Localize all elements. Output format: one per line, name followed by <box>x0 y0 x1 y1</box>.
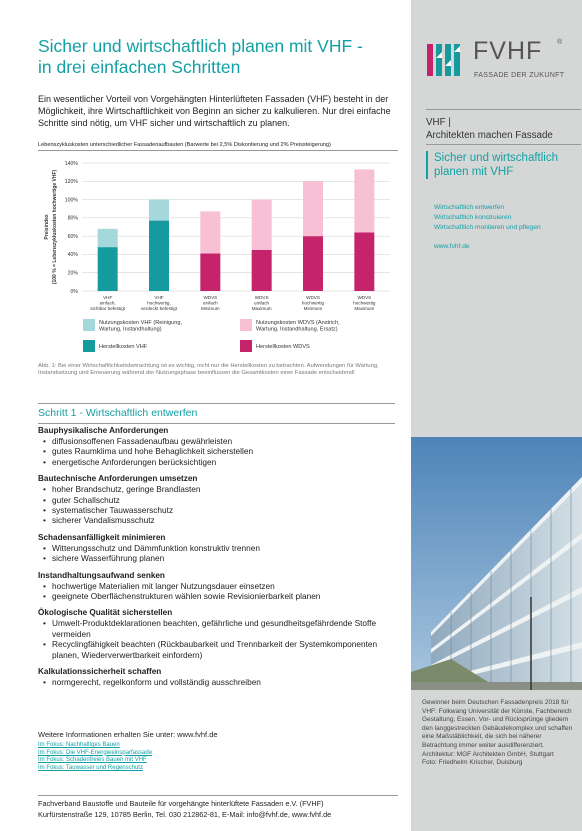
x-tick-label: verdeckt befestigt <box>140 305 178 311</box>
section-heading: Bautechnische Anforderungen umsetzen <box>38 474 198 484</box>
x-tick-label: Maximum <box>354 305 375 311</box>
more-info: Weitere Informationen erhalten Sie unter: www.fvhf.de <box>38 730 218 739</box>
logo-wordmark: FVHF <box>473 37 543 65</box>
section-item: • systematischer Tauwasserschutz <box>38 505 398 515</box>
y-tick-label: 0% <box>70 288 78 295</box>
bar-segment <box>354 232 374 291</box>
x-tick-label: einfach, <box>99 300 116 306</box>
sidebar-step-item: Wirtschaftlich montieren und pflegen <box>434 224 541 232</box>
section-item: • normgerecht, regelkonform und vollständig ausschreiben <box>38 677 398 687</box>
requirement-section <box>38 533 398 564</box>
focus-link[interactable]: Im Fokus: Tauwasser und Regenschutz <box>38 764 143 771</box>
focus-link[interactable]: Im Fokus: Die VHF-Energieeinsparfassade <box>38 749 153 756</box>
section-heading: Ökologische Qualität sicherstellen <box>38 608 173 618</box>
section-item: • gutes Raumklima und hohe Behaglichkeit sicherstellen <box>38 446 398 456</box>
logo-tagline: FASSADE DER ZUKUNFT <box>474 71 565 79</box>
x-tick-label: VHF <box>154 295 164 300</box>
requirement-section <box>38 426 398 467</box>
legend-swatch <box>240 340 252 352</box>
legend-label: Wartung, Instandhaltung, Ersatz) <box>256 326 338 333</box>
bar-segment <box>149 200 169 221</box>
footer-address: Kurfürstenstraße 129, 10785 Berlin, Tel. 030 212862-81, E-Mail: info@fvhf.de, www.fvhf.de <box>38 809 332 819</box>
x-tick-label: sichtbar befestigt <box>90 305 126 311</box>
section-item: • geeignete Oberflächenstrukturen wählen sowie Revisionierbarkeit planen <box>38 591 398 601</box>
sidebar-divider <box>426 144 581 145</box>
section-item: • sichere Wasserführung planen <box>38 553 398 563</box>
sidebar-title: Sicher und wirtschaftlich planen mit VHF <box>426 151 582 179</box>
requirement-section <box>38 571 398 602</box>
legend-label: Wartung, Instandhaltung) <box>99 326 162 333</box>
photo-caption: Gewinner beim Deutschen Fassadenpreis 2018 für VHF: Folkwang Universität der Künste, Fachbereich Gestaltung, Essen. Vor- und Rücksprünge gliedern den langgestreckten Gebäudekomplex und schaffen eine Maßstäblichkeit, die sich bei näherer Betrachtung immer weiter ausdifferenziert. Architektur: MGF Architekten GmbH, Stuttgart Foto: Friedhelm Krischer, Duisburg <box>422 699 573 767</box>
requirement-section <box>38 474 398 526</box>
section-heading: Kalkulationssicherheit schaffen <box>38 667 162 677</box>
logo-registered: ® <box>557 39 563 46</box>
y-tick-label: 60% <box>67 233 78 240</box>
x-tick-label: Maximum <box>251 305 272 311</box>
section-item: • energetische Anforderungen berücksichtigen <box>38 457 398 467</box>
bar-segment <box>200 254 220 291</box>
sidebar-step-item: Wirtschaftlich entwerfen <box>434 204 504 211</box>
x-tick-label: einfach <box>202 300 218 306</box>
legend-swatch <box>83 340 95 352</box>
y-tick-label: 40% <box>67 252 78 259</box>
bar-segment <box>354 169 374 232</box>
x-tick-label: hochwertig, <box>147 300 171 306</box>
section-item: • Witterungsschutz und Dämmfunktion konstruktiv trennen <box>38 543 398 553</box>
legend-label: Herstellkosten VHF <box>99 344 148 350</box>
sidebar-divider <box>426 109 581 110</box>
logo-mark-icon <box>427 40 471 80</box>
x-tick-label: Minimum <box>303 305 323 311</box>
x-tick-label: einfach <box>254 300 270 306</box>
x-tick-label: hochwertig <box>301 300 325 306</box>
x-tick-label: hochwertig <box>353 300 376 306</box>
x-tick-label: VHF <box>103 295 113 300</box>
bar-segment <box>98 229 118 247</box>
chart-title: Lebenszykluskosten unterschiedlicher Fassadenaufbauten (Barwerte bei 2,5% Diskontierung und 2% Preissteigerung) <box>38 142 398 151</box>
page-title: Sicher und wirtschaftlich planen mit VHF - in drei einfachen Schritten <box>38 36 363 77</box>
section-heading: Bauphysikalische Anforderungen <box>38 426 169 435</box>
legend-label: Nutzungskosten VHF (Reinigung, <box>99 320 183 326</box>
x-tick-label: Minimum <box>201 305 220 311</box>
x-tick-label: WDVS <box>357 295 372 300</box>
cost-chart <box>0 152 411 362</box>
footer-org: Fachverband Baustoffe und Bauteile für vorgehängte hinterlüftete Fassaden e.V. (FVHF) <box>38 799 324 808</box>
section-heading: Instandhaltungsaufwand senken <box>38 570 165 580</box>
section-item: • hochwertige Materialien mit langer Nutzungsdauer einsetzen <box>38 581 398 591</box>
bar-segment <box>252 200 272 250</box>
bar-segment <box>149 221 169 291</box>
fvhf-logo <box>427 37 577 80</box>
x-tick-label: WDVS <box>306 295 320 300</box>
y-tick-label: 120% <box>64 179 78 186</box>
intro-text: Ein wesentlicher Vorteil von Vorgehängten Hinterlüfteten Fassaden (VHF) besteht in der Möglichkeit, ihre Wirtschaftlichkeit von Beginn an sicher zu kalkulieren. Nur drei einfache Schritte sind nötig, um VHF sicher und wirtschaftlich zu planen. <box>38 94 391 128</box>
y-axis-label: Preisindex <box>44 214 50 240</box>
link-list <box>38 742 152 772</box>
bar-segment <box>98 247 118 291</box>
requirement-section <box>38 667 398 687</box>
section-heading: Schadensanfälligkeit minimieren <box>38 532 166 542</box>
y-axis-label-sub: (100 % = Lebenszykluskosten hochwertige VHF) <box>52 169 58 285</box>
building-photo <box>411 437 582 690</box>
sidebar-url[interactable]: www.fvhf.de <box>434 243 470 250</box>
requirements-list <box>38 426 398 695</box>
x-tick-label: WDVS <box>254 295 269 300</box>
figure-caption: Abb. 1: Bei einer Wirtschaftlichkeitsbetrachtung ist es wichtig, nicht nur die Herstellkosten zu betrachten. Aufwendungen für Wartung, Instandsetzung und Erneuerung während der Nutzungsphase beeinflussen die Gesamtkosten einer Fassade entscheidend! <box>38 363 379 377</box>
section-item: • sicherer Vandalismusschutz <box>38 515 398 525</box>
requirement-section <box>38 608 398 660</box>
section-item: • diffusionsoffenen Fassadenaufbau gewährleisten <box>38 436 398 446</box>
section-item: • Umwelt-Produktdeklarationen beachten, gefährliche und gesundheitsgefährdende Stoffe vermeiden <box>38 618 398 639</box>
x-tick-label: WDVS <box>203 295 218 300</box>
y-tick-label: 140% <box>64 160 78 167</box>
bar-segment <box>252 250 272 291</box>
step-heading: Schritt 1 - Wirtschaftlich entwerfen <box>38 403 395 424</box>
section-item: • Recyclingfähigkeit beachten (Rückbaubarkeit und Trennbarkeit der Systemkomponenten planen, Wiederverwertbarkeit einfordern) <box>38 639 398 660</box>
sidebar-series: VHF | Architekten machen Fassade <box>426 117 553 141</box>
legend-label: Nutzungskosten WDVS (Anstrich, <box>256 320 340 326</box>
legend-label: Herstellkosten WDVS <box>256 344 310 350</box>
legend-swatch <box>83 319 95 331</box>
footer <box>38 795 398 820</box>
y-tick-label: 80% <box>67 215 78 222</box>
bar-segment <box>200 211 220 253</box>
focus-link[interactable]: Im Fokus: Schadenfreies Bauen mit VHF <box>38 757 147 764</box>
y-tick-label: 100% <box>64 197 78 204</box>
bar-segment <box>303 181 323 236</box>
y-tick-label: 20% <box>67 270 78 277</box>
section-item: • hoher Brandschutz, geringe Brandlasten <box>38 484 398 494</box>
sidebar-step-item: Wirtschaftlich konstruieren <box>434 214 512 222</box>
legend-swatch <box>240 319 252 331</box>
focus-link[interactable]: Im Fokus: Nachhaltiges Bauen <box>38 742 120 748</box>
bar-segment <box>303 236 323 291</box>
sidebar-steps <box>434 203 541 234</box>
section-item: • guter Schallschutz <box>38 495 398 505</box>
